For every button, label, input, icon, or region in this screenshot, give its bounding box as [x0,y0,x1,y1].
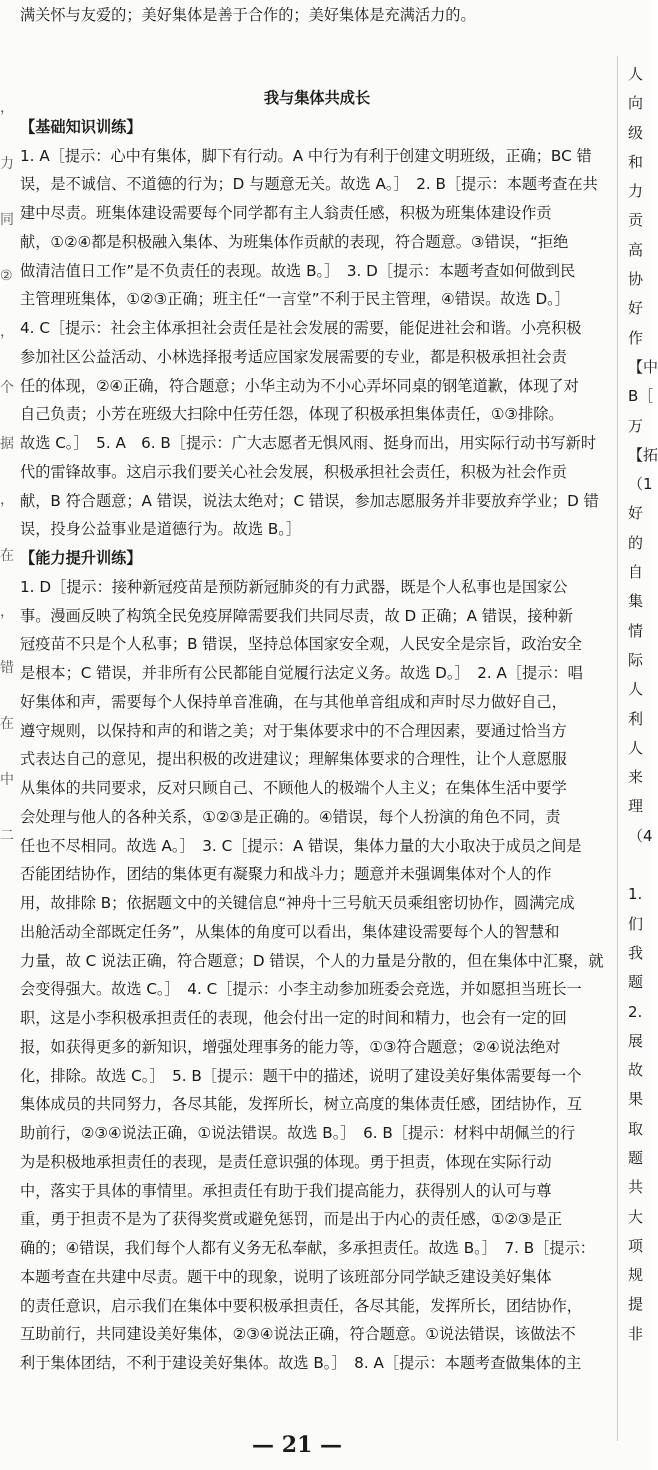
fragment-char: 【中 [628,357,658,376]
text-line: 任也不尽相同。故选 A。］ 3. C［提示：A 错误，集体力量的大小取决于成员之间是 [20,836,582,855]
text-line: 出舱活动全部既定任务”，从集体的角度可以看出，集体建设需要每个人的智慧和 [20,922,560,941]
fragment-char: 来 [628,768,644,787]
fragment-char: ， [0,100,14,116]
fragment-char: 同 [0,212,14,228]
text-line: 会变得强大。故选 C。］ 4. C［提示：小李主动参加班委会竞选，并如愿担当班长一 [20,980,582,999]
text-line: 报，如获得更多的新知识，增强处理事务的能力等，①③符合题意；②④说法绝对 [20,1037,561,1056]
fragment-char: 共 [628,1178,644,1197]
fragment-char: 万 [628,416,644,435]
fragment-char: 协 [628,270,644,289]
text-line: 4. C［提示：社会主体承担社会责任是社会发展的需要，能促进社会和谐。小亮积极 [20,319,582,337]
text-line: 参加社区公益活动、小林选择报考适应国家发展需要的专业，都是积极承担社会责 [20,347,567,366]
basic-training-heading: 【基础知识训练】 [20,117,142,136]
fragment-char: B［ [628,387,654,406]
fragment-char: 规 [628,1266,644,1285]
text-line: 1. D［提示：接种新冠疫苗是预防新冠肺炎的有力武器，既是个人私事也是国家公 [20,577,568,596]
ability-training-answers [20,573,614,1378]
left-margin-fragment [0,80,12,864]
fragment-char: 好 [628,504,644,523]
answer-column [20,84,614,1378]
fragment-char: 利 [628,709,644,728]
fragment-char: ， [0,492,14,508]
text-line: 互助前行，共同建设美好集体，②③④说法正确，符合题意。①说法错误，该做法不 [20,1325,576,1344]
text-line: 中，落实于具体的事情里。承担责任有助于我们提高能力，获得别人的认可与尊 [20,1181,552,1200]
text-line: 集体成员的共同努力，各尽其能，发挥所长，树立高度的集体责任感，团结协作，互 [20,1095,582,1114]
text-line: 献，B 符合题意；A 错误，说法太绝对；C 错误，参加志愿服务并非要放弃学业；D 错 [20,491,599,510]
text-line: 会处理与他人的各种关系，①②③是正确的。④错误，每个人扮演的角色不同，责 [20,807,561,826]
text-line: 力量，故 C 说法正确，符合题意；D 错误，个人的力量是分散的，但在集体中汇聚，就 [20,951,604,970]
fragment-char: 取 [628,1119,644,1138]
text-line: 式表达自己的意见，提出积极的改进建议；理解集体要求的合理性，让个人意愿服 [20,750,567,769]
fragment-char: 力 [0,156,14,172]
fragment-char: 贡 [628,211,644,230]
fragment-char: 题 [628,1148,644,1167]
fragment-char: 人 [628,738,644,757]
fragment-char: 力 [628,182,644,201]
ability-training-heading: 【能力提升训练】 [20,549,142,567]
text-line: 故选 C。］ 5. A 6. B［提示：广大志愿者无惧风雨、挺身而出，用实际行动书写新时 [20,434,597,452]
fragment-char: 1. [628,885,643,904]
continued-text-line: 满关怀与友爱的；美好集体是善于合作的；美好集体是充满活力的。 [20,6,476,24]
text-line: 为是积极地承担责任的表现，是责任意识强的体现。勇于担责，体现在实际行动 [20,1152,552,1171]
fragment-char: 自 [628,563,644,582]
fragment-char: 错 [0,660,14,676]
text-line: 冠疫苗不只是个人私事；B 错误，坚持总体国家安全观，人民安全是宗旨，政治安全 [20,635,582,654]
fragment-char: 非 [628,1324,644,1343]
fragment-char: 个 [0,380,14,396]
text-line: 从集体的共同要求，反对只顾自己、不顾他人的极端个人主义；在集体生活中要学 [20,779,567,797]
fragment-char: 向 [628,94,644,113]
fragment-char: （1 [628,475,653,494]
text-line: 用，故排除 B；依据题文中的关键信息“神舟十三号航天员乘组密切协作，圆满完成 [20,894,575,912]
fragment-char: 果 [628,1090,644,1109]
fragment-char: 在 [0,716,14,732]
text-line: 建中尽责。班集体建设需要每个同学都有主人翁责任感，积极为班集体建设作贡 [20,204,552,222]
text-line: 好集体和声，需要每个人保持单音准确，在与其他单音组成和声时尽力做好自己， [20,692,567,711]
fragment-char: 理 [628,797,644,816]
text-line: 否能团结协作，团结的集体更有凝聚力和战斗力；题意并未强调集体对个人的作 [20,865,552,884]
fragment-char: 人 [628,65,644,83]
fragment-char: 们 [628,914,644,933]
fragment-char: （4 [628,826,653,845]
text-line: 确的；④错误，我们每个人都有义务无私奉献，多承担责任。故选 B。］ 7. B［提示： [20,1239,595,1257]
fragment-char: 中 [0,772,14,788]
fragment-char: 项 [628,1236,644,1255]
text-line: 利于集体团结，不利于建设美好集体。故选 B。］ 8. A［提示：本题考查做集体的主 [20,1354,582,1372]
fragment-char: 展 [628,1031,644,1050]
fragment-char: 大 [628,1207,644,1226]
fragment-char: 好 [628,299,644,318]
column-divider [617,56,618,1441]
fragment-char: 和 [628,152,644,171]
text-line: 遵守规则，以保持和声的和谐之美；对于集体要求中的不合理因素，要通过恰当方 [20,721,567,740]
fragment-char: 情 [628,621,644,640]
fragment-char: 集 [628,592,644,611]
text-line: 主管理班集体，①②③正确；班主任“一言堂”不利于民主管理，④错误。故选 D。］ [20,290,570,309]
fragment-char [628,851,651,880]
fragment-char: 提 [628,1295,644,1314]
fragment-char: 故 [628,1061,644,1080]
text-line: 任的体现，②④正确，符合题意；小华主动为不小心弄坏同桌的钢笔道歉，体现了对 [20,376,579,395]
text-line: 是根本；C 错误，并非所有公民都能自觉履行法定义务。故选 D。］ 2. A［提示：唱 [20,664,583,682]
fragment-char: 人 [628,680,644,699]
fragment-char: 高 [628,240,644,259]
fragment-char: 在 [0,548,14,564]
text-line: 重，勇于担责不是为了获得奖赏或避免惩罚，而是出于内心的责任感，①②③是正 [20,1210,563,1229]
fragment-char: 【拓 [628,445,658,464]
text-line: 助前行，②③④说法正确，①说法错误。故选 B。］ 6. B［提示：材料中胡佩兰的行 [20,1124,576,1142]
fragment-char: 2. [628,1002,643,1021]
fragment-char: 际 [628,650,644,669]
fragment-char: 题 [628,973,644,992]
text-line: 本题考查在共建中尽责。题干中的现象，说明了该班部分同学缺乏建设美好集体 [20,1267,552,1286]
right-column-fragment [628,60,658,1349]
text-line: 的责任意识，启示我们在集体中要积极承担责任，各尽其能，发挥所长，团结协作， [20,1296,582,1315]
text-line: 献，①②④都是积极融入集体、为班集体作贡献的表现，符合题意。③错误，“拒绝 [20,232,569,251]
fragment-char: ② [0,268,13,284]
fragment-char: ， [0,604,14,620]
text-line: 代的雷锋故事。这启示我们要关心社会发展，积极承担社会责任，积极为社会作贡 [20,462,567,481]
text-line: 做清洁值日工作”是不负责任的表现。故选 B。］ 3. D［提示：本题考查如何做到民 [20,261,576,280]
basic-training-answers [20,142,614,545]
section-title: 我与集体共成长 [263,89,371,107]
text-line: 误，投身公益事业是道德行为。故选 B。］ [20,520,302,539]
fragment-char: 作 [628,328,644,347]
text-line: 误，是不诚信、不道德的行为；D 与题意无关。故选 A。］ 2. B［提示：本题考查在共 [20,175,598,194]
fragment-char: 级 [628,123,644,142]
text-line: 职，这是小李积极承担责任的表现，他会付出一定的时间和精力，也会有一定的回 [20,1009,567,1027]
page-number: — 21 — [252,1432,342,1458]
fragment-char: ， [0,324,14,340]
fragment-char: 二 [0,828,14,844]
text-line: 化，排除。故选 C。］ 5. B［提示：题干中的描述，说明了建设美好集体需要每一个 [20,1066,582,1085]
text-line: 事。漫画反映了构筑全民免疫屏障需要我们共同尽责，故 D 正确；A 错误，接种新 [20,606,573,625]
text-line: 1. A［提示：心中有集体，脚下有行动。A 中行为有利于创建文明班级，正确；BC 错 [20,146,592,165]
fragment-char: 据 [0,436,14,452]
text-line: 自己负责；小芳在班级大扫除中任劳任怨，体现了积极承担集体责任，①③排除。 [20,405,564,424]
fragment-char: 我 [628,943,644,962]
fragment-char: 的 [628,533,644,552]
